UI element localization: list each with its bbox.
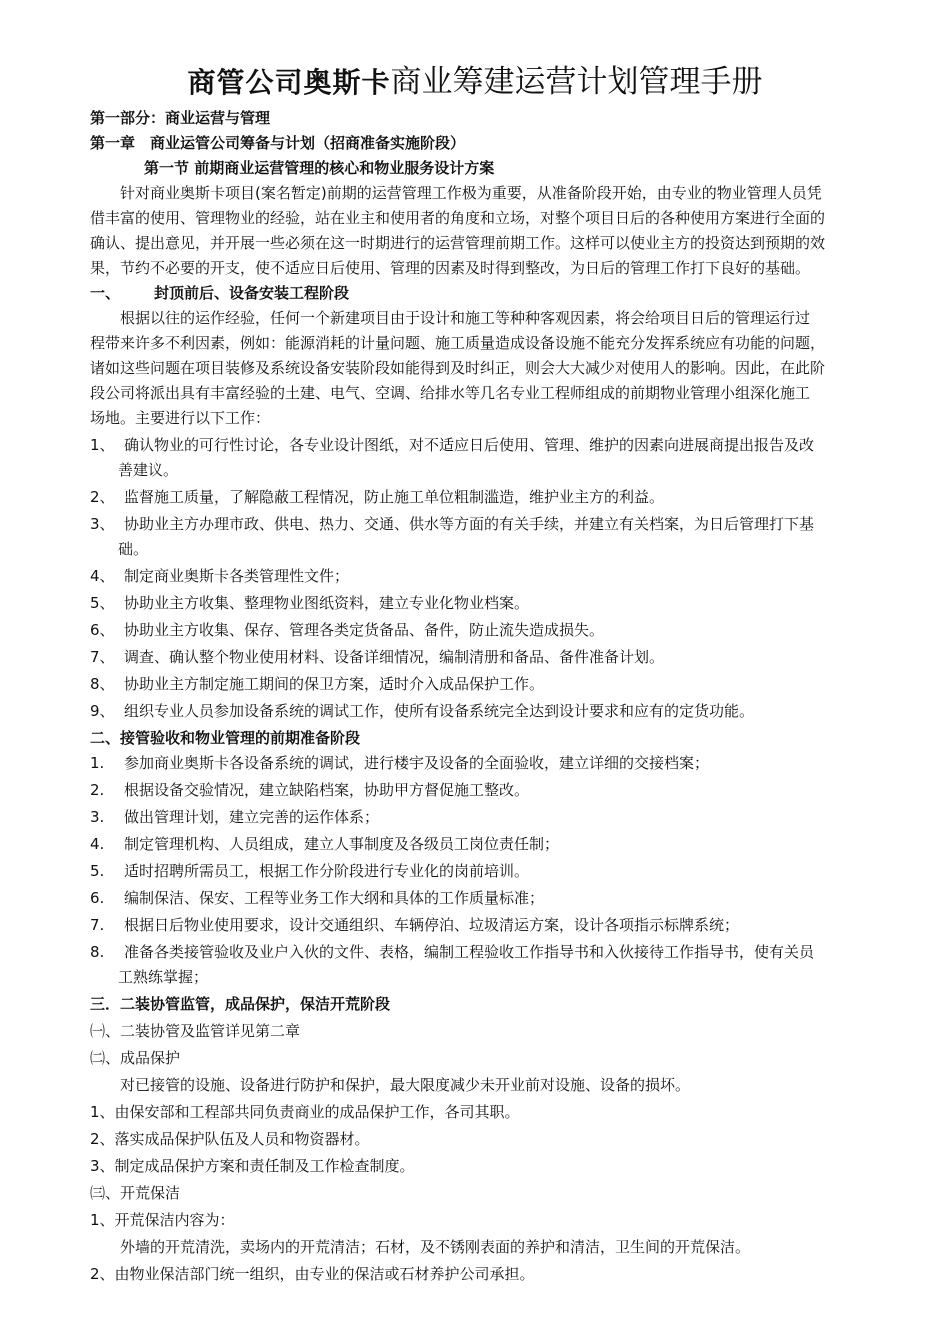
list-item-number: 1. [90,754,105,772]
list-item: 1、由保安部和工程部共同负责商业的成品保护工作，各司其职。 [90,1103,520,1121]
list-item-text: 根据日后物业使用要求，设计交通组织、车辆停泊、垃圾清运方案，设计各项指示标牌系统； [124,916,740,934]
list-item-text: 监督施工质量，了解隐蔽工程情况，防止施工单位粗制滥造，维护业主方的利益。 [124,488,665,506]
list-item-text: 协助业主方收集、保存、管理各类定货备品、备件，防止流失造成损失。 [124,621,605,639]
list-item-number: 7、 [90,648,115,666]
list-item-continuation: 工熟练掌握； [118,968,209,986]
list-item-number: 9、 [90,702,115,720]
list-item-text: 组织专业人员参加设备系统的调试工作，使所有设备系统完全达到设计要求和应有的定货功能。 [124,702,755,720]
list-item: 1、开荒保洁内容为： [90,1211,235,1229]
list-item [90,564,910,589]
list-item-number: 4. [90,835,105,853]
list-item-number: 4、 [90,567,115,585]
list-item-number: 6. [90,889,105,907]
list-item-text: 做出管理计划，建立完善的运作体系； [124,808,380,826]
list-item-number: 7. [90,916,105,934]
list-item-continuation: 善建议。 [118,461,179,479]
list-item [90,886,910,911]
list-item [90,699,910,724]
list-item-text: 参加商业奥斯卡各设备系统的调试，进行楼宇及设备的全面验收，建立详细的交接档案； [124,754,710,772]
stage1-heading-num: 一、 [90,284,121,302]
list-item: 2、落实成品保护队伍及人员和物资器材。 [90,1130,370,1148]
stage3-paragraph: 对已接管的设施、设备进行防护和保护，最大限度减少未开业前对设施、设备的损坏。 [120,1076,691,1094]
list-item [90,645,910,670]
list-item-text: 协助业主方制定施工期间的保卫方案，适时介入成品保护工作。 [124,675,545,693]
list-item-text: 根据设备交验情况，建立缺陷档案，协助甲方督促施工整改。 [124,781,530,799]
stage1-heading-text: 封顶前后、设备安装工程阶段 [154,284,350,302]
list-item-number: 5、 [90,594,115,612]
list-item-text: 协助业主方收集、整理物业图纸资料，建立专业化物业档案。 [124,594,530,612]
list-item [90,591,910,616]
list-item [90,859,910,884]
list-item-number: 3. [90,808,105,826]
list-item-text: 准备各类接管验收及业户入伙的文件、表格，编制工程验收工作指导书和入伙接待工作指导书，使有关员 [124,943,815,961]
list-item [90,433,910,458]
intro-line: 针对商业奥斯卡项目(案名暂定)前期的运营管理工作极为重要，从准备阶段开始，由专业的物业管理人员凭 [120,184,822,202]
list-item-text: 协助业主方办理市政、供电、热力、交通、供水等方面的有关手续，并建立有关档案，为日后管理打下基 [124,515,815,533]
stage1-paragraph-line: 诸如这些问题在项目装修及系统设备安装阶段如能得到及时纠正，则会大大减少对使用人的影响。因此，在此阶 [90,359,826,377]
stage1-paragraph-line: 场地。主要进行以下工作： [90,409,271,427]
stage1-paragraph-line: 程带来许多不利因素，例如：能源消耗的计量问题、施工质量造成设备设施不能充分发挥系统应有功能的问题， [90,334,826,352]
list-item-text: 适时招聘所需员工，根据工作分阶段进行专业化的岗前培训。 [124,862,530,880]
list-item-number: 2. [90,781,105,799]
list-item [90,778,910,803]
list-item-number: 5. [90,862,105,880]
list-item-number: 6、 [90,621,115,639]
list-item [90,832,910,857]
stage3-sub-heading: ㈡、成品保护 [90,1049,181,1067]
list-item [90,618,910,643]
list-item-text: 调查、确认整个物业使用材料、设备详细情况，编制清册和备品、备件准备计划。 [124,648,665,666]
part-heading: 第一部分：商业运营与管理 [90,109,271,127]
intro-line: 借丰富的使用、管理物业的经验，站在业主和使用者的角度和立场，对整个项目日后的各种使用方案进行全面的 [90,209,826,227]
stage1-heading [90,281,910,306]
list-item [90,805,910,830]
intro-line: 果，节约不必要的开支，使不适应日后使用、管理的因素及时得到整改，为日后的管理工作打下良好的基础。 [90,259,811,277]
list-item-text: 编制保洁、保安、工程等业务工作大纲和具体的工作质量标准； [124,889,545,907]
document-title [0,60,950,105]
list-item-continuation: 础。 [118,540,149,558]
list-item [90,751,910,776]
list-item-number: 1、 [90,436,115,454]
stage3-heading: 三．二装协管监管，成品保护，保洁开荒阶段 [90,995,391,1013]
stage2-heading: 二、接管验收和物业管理的前期准备阶段 [90,729,361,747]
list-item-detail: 外墙的开荒清洗，卖场内的开荒清洁；石材，及不锈刚表面的养护和清洁，卫生间的开荒保洁。 [120,1238,751,1256]
list-item [90,485,910,510]
stage3-sub-heading: ㈠、二装协管及监管详见第二章 [90,1022,301,1040]
section-heading: 第一节 前期商业运营管理的核心和物业服务设计方案 [144,159,495,177]
list-item-text: 制定商业奥斯卡各类管理性文件； [124,567,350,585]
list-item [90,512,910,537]
chapter-heading: 第一章 商业运管公司筹备与计划（招商准备实施阶段） [90,134,466,152]
list-item [90,672,910,697]
list-item-text: 确认物业的可行性讨论，各专业设计图纸，对不适应日后使用、管理、维护的因素向进展商提出报告及改 [124,436,815,454]
stage1-paragraph-line: 根据以往的运作经验，任何一个新建项目由于设计和施工等种种客观因素，将会给项目日后的管理运行过 [120,309,811,327]
list-item: 2、由物业保洁部门统一组织，由专业的保洁或石材养护公司承担。 [90,1265,535,1283]
intro-line: 确认、提出意见，并开展一些必须在这一时期进行的运营管理前期工作。这样可以使业主方的投资达到预期的效 [90,234,826,252]
list-item-number: 3、 [90,515,115,533]
list-item-number: 8、 [90,675,115,693]
title-part2: 商业筹建运营计划管理手册 [390,64,763,100]
list-item: 3、制定成品保护方案和责任制及工作检查制度。 [90,1157,415,1175]
list-item [90,940,910,965]
title-part1: 商管公司奥斯卡 [187,66,391,99]
stage1-paragraph-line: 段公司将派出具有丰富经验的土建、电气、空调、给排水等几名专业工程师组成的前期物业管理小组深化施工 [90,384,811,402]
document-body [90,106,910,1287]
list-item-number: 8. [90,943,105,961]
list-item-number: 2、 [90,488,115,506]
list-item [90,913,910,938]
stage3-sub-heading: ㈢、开荒保洁 [90,1184,181,1202]
list-item-text: 制定管理机构、人员组成，建立人事制度及各级员工岗位责任制； [124,835,560,853]
